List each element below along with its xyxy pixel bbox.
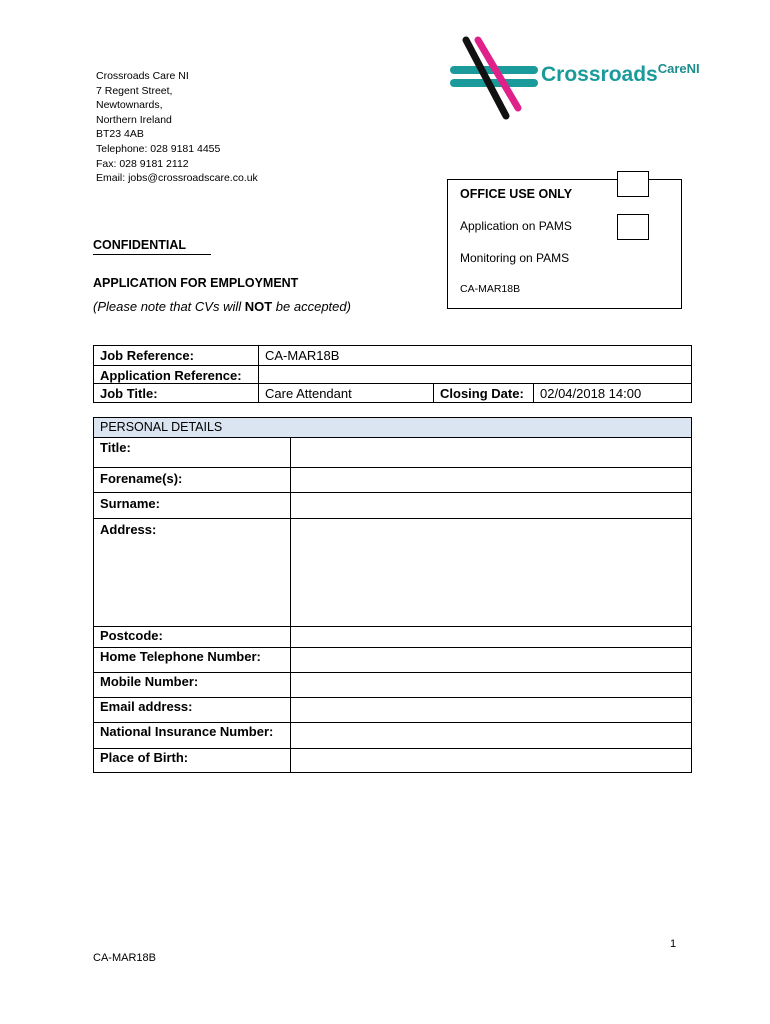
field-mobile-input[interactable]: [290, 672, 692, 698]
confidential-underline: [93, 254, 211, 255]
cv-note: [93, 299, 351, 314]
field-address-label: Address:: [93, 518, 291, 627]
field-place-of-birth-label: Place of Birth:: [93, 748, 291, 773]
job-ref-value[interactable]: CA-MAR18B: [258, 345, 692, 366]
field-surname-label: Surname:: [93, 492, 291, 519]
logo-wordmark: [541, 61, 700, 87]
logo-suffix: CareNI: [657, 61, 700, 76]
crossroads-logo: [448, 36, 718, 120]
field-title-label: Title:: [93, 437, 291, 468]
job-title-value[interactable]: Care Attendant: [258, 383, 434, 403]
office-use-monitoring-pams: Monitoring on PAMS: [460, 251, 570, 265]
footer-ref: CA-MAR18B: [93, 952, 156, 964]
closing-date-label: Closing Date:: [433, 383, 534, 403]
cv-note-bold: NOT: [244, 299, 273, 314]
address-fax: Fax: 028 9181 2112: [96, 157, 189, 170]
confidential-heading: CONFIDENTIAL: [93, 238, 187, 252]
address-org: Crossroads Care NI: [96, 70, 189, 82]
address-town: Newtownards,: [96, 99, 163, 112]
job-title-label: Job Title:: [93, 383, 259, 403]
office-use-heading: OFFICE USE ONLY: [460, 187, 573, 201]
field-home-telephone-label: Home Telephone Number:: [93, 647, 291, 673]
field-email-input[interactable]: [290, 697, 692, 723]
field-home-telephone-input[interactable]: [290, 647, 692, 673]
field-forename-label: Forename(s):: [93, 467, 291, 493]
cv-note-before: (Please note that CVs will: [93, 299, 245, 314]
address-email: Email: jobs@crossroadscare.co.uk: [96, 172, 258, 185]
crossroads-logo-mark-icon: [448, 36, 543, 120]
field-surname-input[interactable]: [290, 492, 692, 519]
field-mobile-label: Mobile Number:: [93, 672, 291, 698]
closing-date-value[interactable]: 02/04/2018 14:00: [533, 383, 692, 403]
cv-note-after: be accepted): [272, 299, 351, 314]
application-title: APPLICATION FOR EMPLOYMENT: [93, 276, 299, 290]
field-place-of-birth-input[interactable]: [290, 748, 692, 773]
page-number: 1: [670, 938, 677, 950]
office-use-box: [447, 179, 682, 309]
application-ref-label: Application Reference:: [93, 365, 259, 384]
address-block: [96, 69, 258, 186]
address-postcode: BT23 4AB: [96, 128, 144, 141]
logo-text: Crossroads: [541, 63, 658, 86]
field-postcode-label: Postcode:: [93, 626, 291, 648]
personal-details-heading: PERSONAL DETAILS: [93, 417, 692, 438]
field-email-label: Email address:: [93, 697, 291, 723]
address-street: 7 Regent Street,: [96, 84, 173, 97]
office-use-checkbox-1[interactable]: [617, 171, 649, 197]
field-national-insurance-label: National Insurance Number:: [93, 722, 291, 749]
job-ref-label: Job Reference:: [93, 345, 259, 366]
office-use-application-pams: Application on PAMS: [460, 219, 572, 233]
field-postcode-input[interactable]: [290, 626, 692, 648]
field-national-insurance-input[interactable]: [290, 722, 692, 749]
field-forename-input[interactable]: [290, 467, 692, 493]
address-telephone: Telephone: 028 9181 4455: [96, 142, 221, 155]
application-ref-value[interactable]: [258, 365, 692, 384]
field-address-input[interactable]: [290, 518, 692, 627]
address-region: Northern Ireland: [96, 113, 172, 126]
office-use-ref: CA-MAR18B: [460, 283, 521, 295]
field-title-input[interactable]: [290, 437, 692, 468]
office-use-checkbox-2[interactable]: [617, 214, 649, 240]
